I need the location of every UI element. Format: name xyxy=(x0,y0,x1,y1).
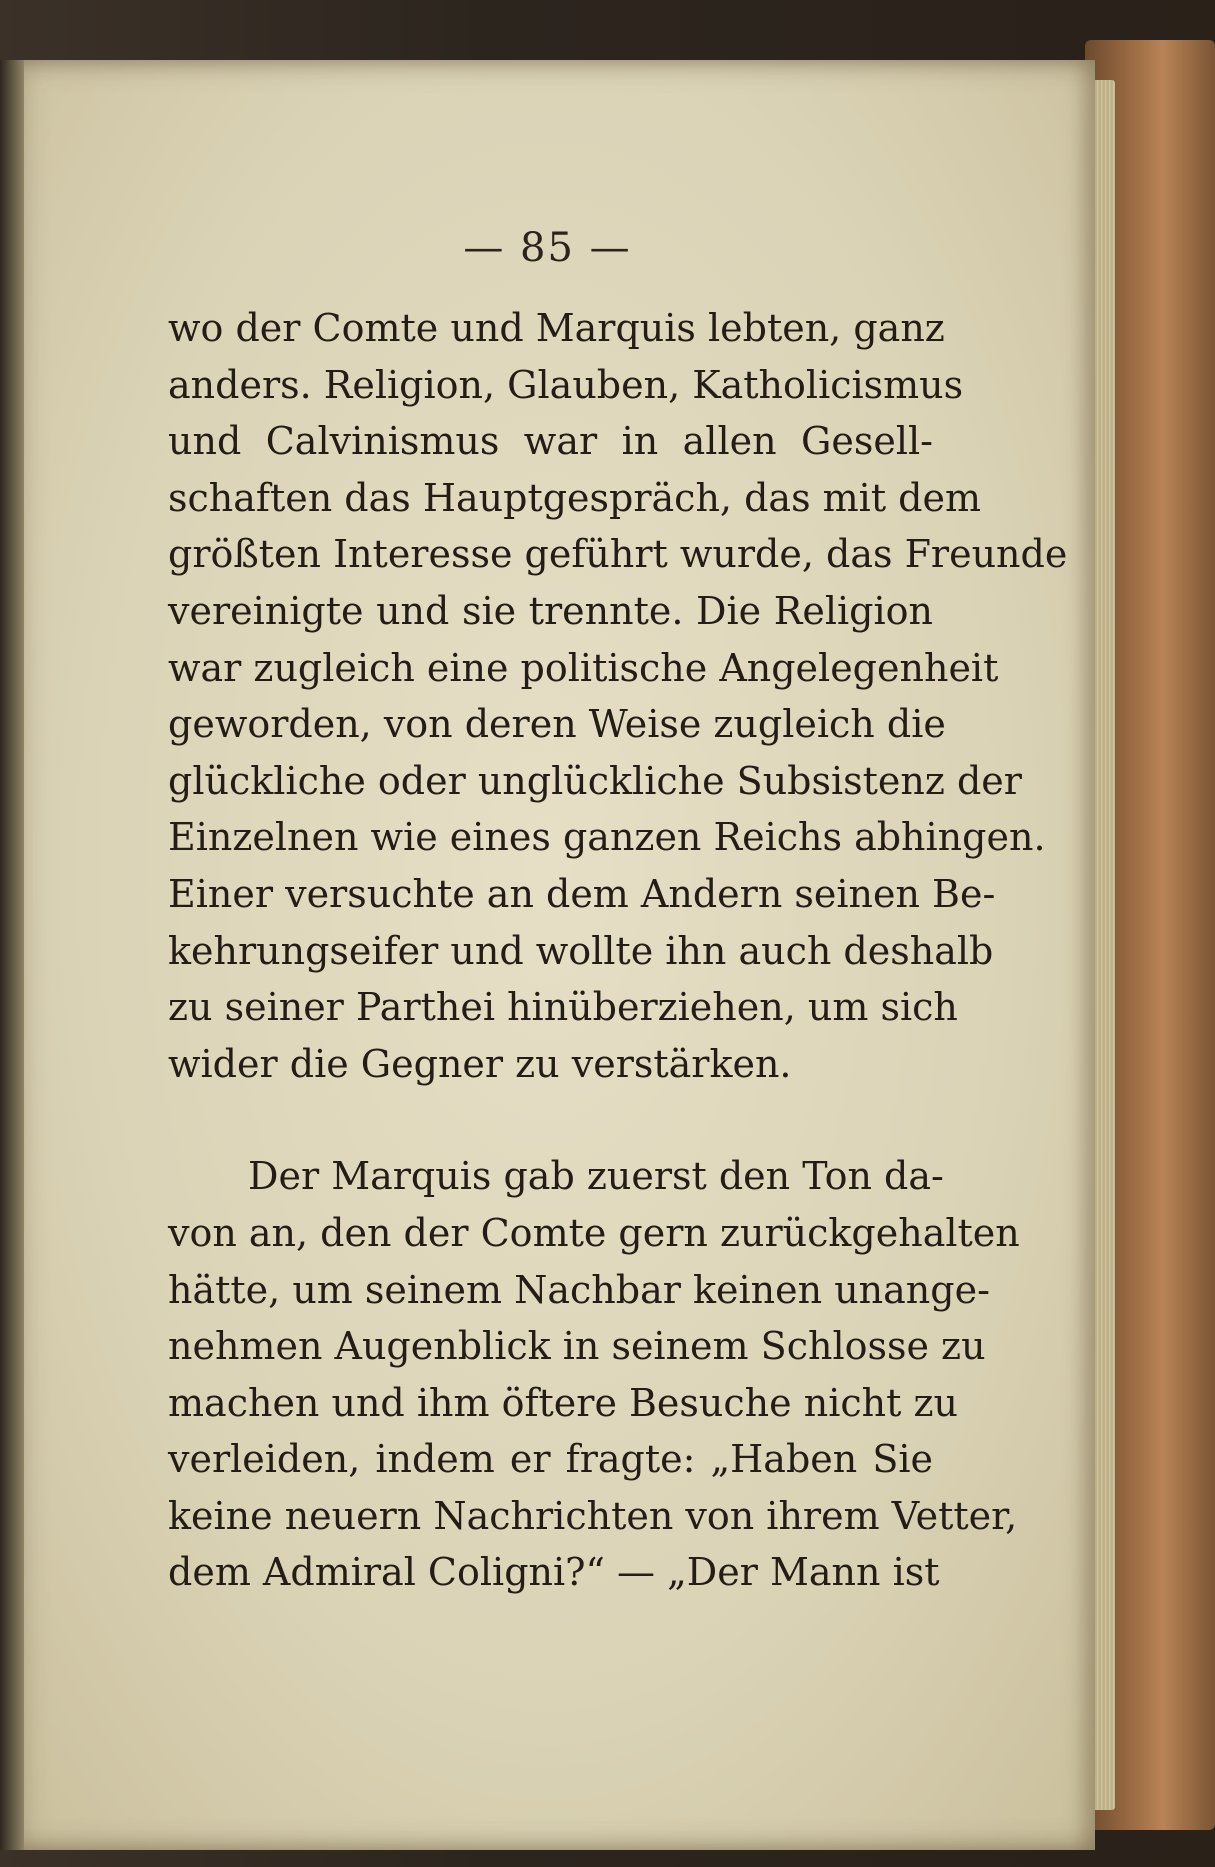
text-line: kehrungseifer und wollte ihn auch deshalb xyxy=(168,928,994,973)
text-line: nehmen Augenblick in seinem Schlosse zu xyxy=(168,1324,986,1369)
book-page xyxy=(0,60,1095,1850)
text-line: anders. Religion, Glauben, Katholicismus xyxy=(168,362,964,407)
text-line: wider die Gegner zu verstärken. xyxy=(168,1041,792,1086)
paragraph-2 xyxy=(168,1148,1020,1601)
text-line: machen und ihm öftere Besuche nicht zu xyxy=(168,1380,958,1425)
text-line: größten Interesse geführt wurde, das Freunde xyxy=(168,532,1068,577)
text-line: geworden, von deren Weise zugleich die xyxy=(168,702,946,747)
text-line: war zugleich eine politische Angelegenheit xyxy=(168,645,999,690)
text-line: vereinigte und sie trennte. Die Religion xyxy=(168,588,933,633)
text-line: dem Admiral Coligni?“ — „Der Mann ist xyxy=(168,1550,940,1595)
page-number: — 85 — xyxy=(463,225,632,271)
page-body xyxy=(168,300,1068,1601)
text-line: zu seiner Parthei hinüberziehen, um sich xyxy=(168,985,958,1030)
paragraph-spacer xyxy=(168,1092,933,1148)
text-line: Einzelnen wie eines ganzen Reichs abhingen. xyxy=(168,815,1046,860)
paragraph-1 xyxy=(168,300,1068,1092)
text-line: Der Marquis gab zuerst den Ton da- xyxy=(248,1154,944,1199)
text-line: und Calvinismus war in allen Gesell- xyxy=(168,419,933,464)
text-line: glückliche oder unglückliche Subsistenz der xyxy=(168,758,1022,803)
text-line: Einer versuchte an dem Andern seinen Be- xyxy=(168,871,996,916)
text-line: wo der Comte und Marquis lebten, ganz xyxy=(168,306,945,350)
text-line: keine neuern Nachrichten von ihrem Vetter, xyxy=(168,1493,1018,1538)
text-line: von an, den der Comte gern zurückgehalten xyxy=(168,1210,1020,1255)
text-line: schaften das Hauptgespräch, das mit dem xyxy=(168,475,982,520)
page-gutter xyxy=(0,60,24,1850)
text-line: hätte, um seinem Nachbar keinen unange- xyxy=(168,1267,990,1312)
text-line: verleiden, indem er fragte: „Haben Sie xyxy=(168,1437,933,1482)
